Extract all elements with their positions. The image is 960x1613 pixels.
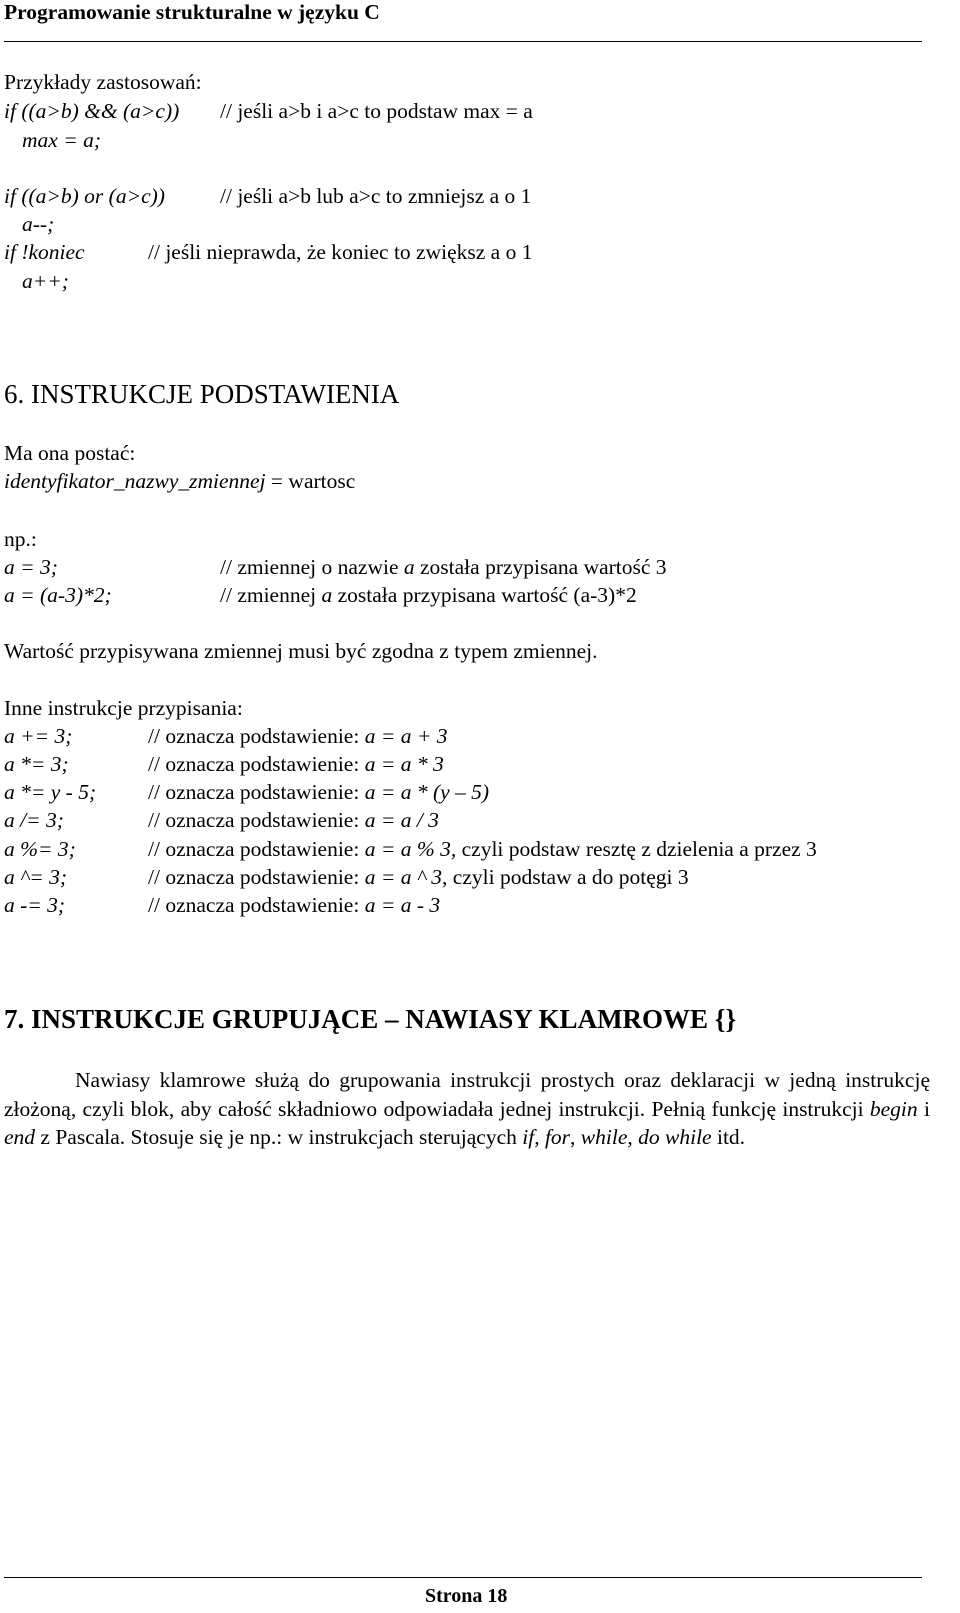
section6-form-label: Ma ona postać: (4, 441, 136, 465)
other-tail-6: , czyli podstaw a do potęgi 3 (442, 865, 689, 889)
section6-note: Wartość przypisywana zmiennej musi być zgodna z typem zmiennej. (4, 639, 598, 663)
np-label: np.: (4, 527, 37, 551)
section6-form-code: identyfikator_nazwy_zmiennej (4, 469, 266, 493)
example-code-6: a++; (22, 269, 69, 293)
section7-p1: Nawiasy klamrowe służą do grupowania instrukcji prostych oraz deklaracji w jedną instrukcję złożoną, czyli blok, aby całość składniowo odpowiadała jednej instrukcji. Pełnią funkcję instrukcji (4, 1068, 930, 1121)
other-comment-5 (148, 837, 817, 862)
section6-form-rest: = wartosc (265, 469, 356, 493)
np-code-1: a = 3; (4, 555, 58, 579)
np-comment-2-a: // zmiennej (220, 583, 322, 607)
other-comment-7-text: // oznacza podstawienie: (148, 893, 365, 917)
keyword-while: while (580, 1125, 628, 1149)
other-expr-4: a = a / 3 (364, 808, 439, 832)
keyword-end: end (4, 1125, 36, 1149)
other-code-2: a *= 3; (4, 752, 69, 776)
other-comment-6-text: // oznacza podstawienie: (148, 865, 365, 889)
keyword-begin: begin (869, 1096, 918, 1121)
example-comment-3: // jeśli a>b lub a>c to zmniejsz a o 1 (220, 184, 532, 208)
other-comment-4-text: // oznacza podstawienie: (148, 808, 365, 832)
footer-rule (4, 1577, 922, 1578)
other-comment-5-text: // oznacza podstawienie: (148, 837, 365, 861)
keyword-for: for (544, 1125, 571, 1149)
other-comment-2 (148, 752, 444, 777)
np-comment-2-var: a (321, 583, 333, 607)
other-expr-5: a = a % 3, (364, 837, 457, 861)
footer-page-number: Strona 18 (425, 1585, 508, 1607)
other-comment-3 (148, 780, 489, 805)
section7-p3: z Pascala. Stosuje się je np.: w instrukcjach sterujących (35, 1125, 523, 1149)
example-comment-1: // jeśli a>b i a>c to podstaw max = a (220, 99, 533, 123)
section7-p5: , (570, 1125, 581, 1149)
section7-p2: i (917, 1096, 930, 1121)
section6-form-line (4, 469, 355, 494)
example-code-5: if !koniec (4, 240, 85, 264)
examples-heading: Przykłady zastosowań: (4, 70, 202, 94)
other-code-4: a /= 3; (4, 808, 64, 832)
other-comment-3-text: // oznacza podstawienie: (148, 780, 365, 804)
np-comment-1-a: // zmiennej o nazwie (220, 555, 404, 579)
other-comment-2-text: // oznacza podstawienie: (148, 752, 365, 776)
other-comment-4 (148, 808, 439, 833)
section7-p4: , (534, 1125, 545, 1149)
other-code-7: a -= 3; (4, 893, 66, 917)
np-code-2: a = (a-3)*2; (4, 583, 112, 607)
other-expr-6: a = a ^ 3 (364, 865, 443, 889)
section7-heading: 7. INSTRUKCJE GRUPUJĄCE – NAWIASY KLAMROWE {} (4, 1004, 737, 1034)
other-comment-7 (148, 893, 440, 918)
np-comment-2-b: została przypisana wartość (a-3)*2 (332, 583, 637, 607)
other-comment-1 (148, 724, 447, 749)
other-code-1: a += 3; (4, 724, 73, 748)
header-title: Programowanie strukturalne w języku C (4, 0, 380, 24)
example-code-1: if ((a>b) && (a>c)) (4, 99, 180, 123)
example-comment-5: // jeśli nieprawda, że koniec to zwiększ a o 1 (148, 240, 533, 264)
other-code-6: a ^= 3; (4, 865, 67, 889)
example-code-4: a--; (22, 212, 55, 236)
other-heading: Inne instrukcje przypisania: (4, 696, 243, 720)
np-comment-2 (220, 583, 637, 608)
other-expr-7: a = a - 3 (364, 893, 441, 917)
section7-paragraph (4, 1066, 930, 1152)
other-comment-1-text: // oznacza podstawienie: (148, 724, 365, 748)
keyword-do-while: do while (638, 1125, 712, 1149)
section7-p7: itd. (711, 1125, 746, 1149)
other-expr-2: a = a * 3 (364, 752, 444, 776)
other-expr-3: a = a * (y – 5) (364, 780, 490, 804)
other-expr-1: a = a + 3 (364, 724, 448, 748)
np-comment-1-var: a (403, 555, 415, 579)
header-rule (4, 41, 922, 42)
section7-p6: , (627, 1125, 639, 1149)
section6-heading: 6. INSTRUKCJE PODSTAWIENIA (4, 379, 400, 409)
other-tail-5: czyli podstaw resztę z dzielenia a przez 3 (456, 837, 817, 861)
np-comment-1 (220, 555, 667, 580)
example-code-2: max = a; (22, 128, 101, 152)
example-code-3: if ((a>b) or (a>c)) (4, 184, 165, 208)
other-code-3: a *= y - 5; (4, 780, 97, 804)
keyword-if: if (522, 1125, 535, 1149)
other-code-5: a %= 3; (4, 837, 76, 861)
other-comment-6 (148, 865, 689, 890)
np-comment-1-b: została przypisana wartość 3 (414, 555, 667, 579)
